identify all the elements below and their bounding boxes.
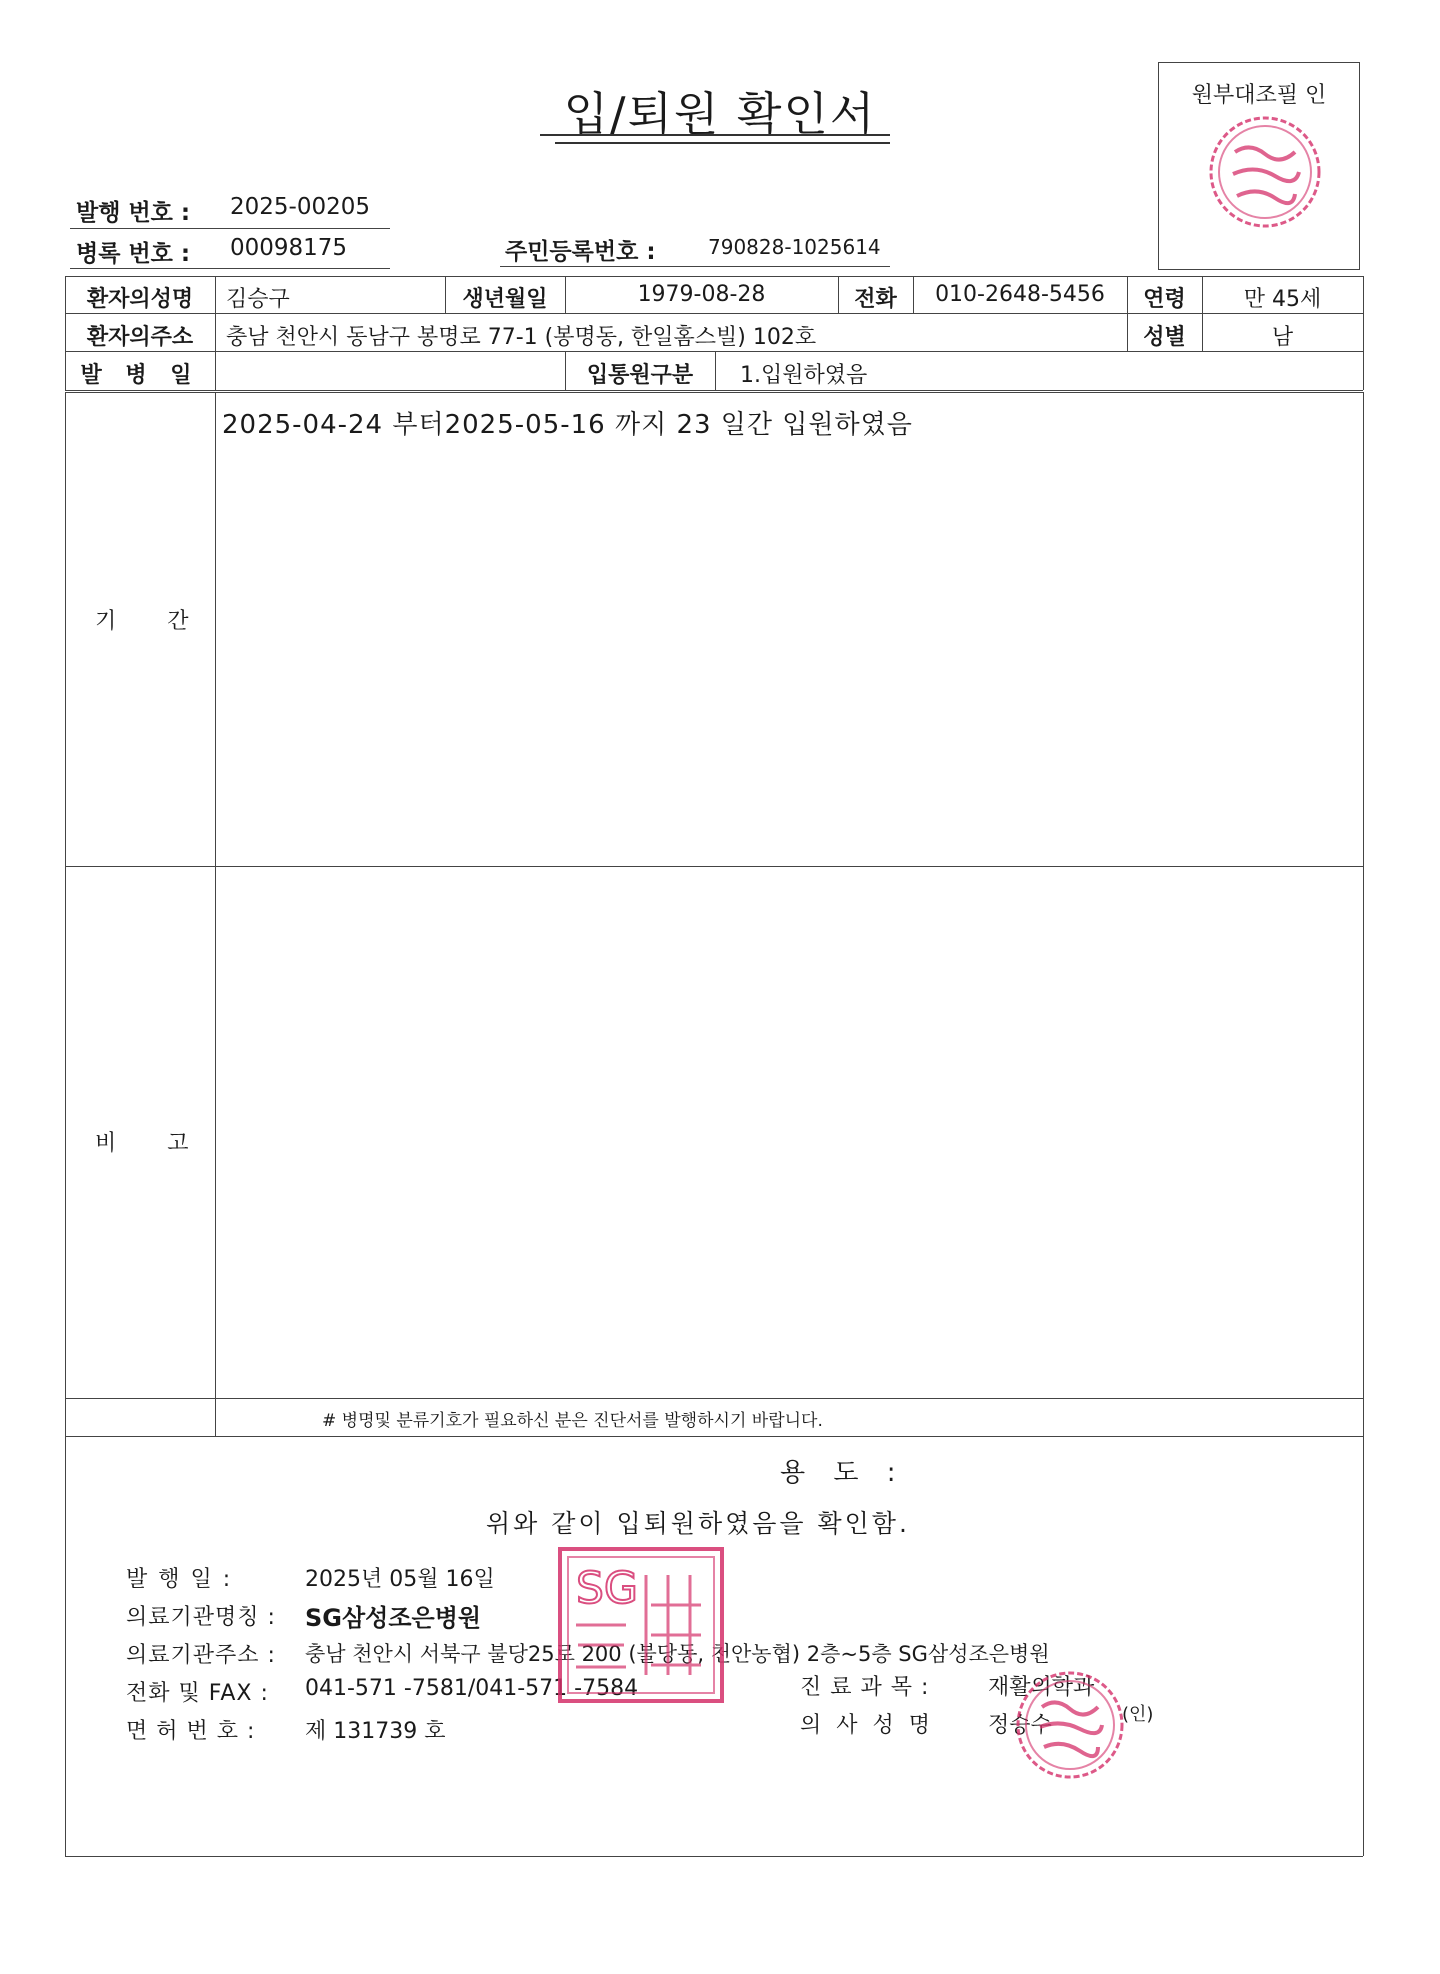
phone-fax: 041-571 -7581/041-571 -7584 bbox=[305, 1676, 639, 1701]
patient-name-label: 환자의성명 bbox=[86, 287, 194, 312]
grid-line bbox=[715, 351, 716, 390]
sex: 남 bbox=[1271, 325, 1294, 350]
institution-address: 충남 천안시 서북구 불당25로 200 (불당동, 천안농협) 2층~5층 SG삼성조은병원 bbox=[305, 1642, 1050, 1666]
title-underline-2 bbox=[555, 142, 890, 144]
grid-line bbox=[65, 351, 1363, 352]
age: 만 45세 bbox=[1243, 287, 1322, 312]
grid-line bbox=[65, 313, 1363, 314]
grid-line bbox=[65, 866, 1363, 867]
visit-type-label: 입통원구분 bbox=[586, 363, 694, 388]
hospital-seal-icon bbox=[556, 1545, 726, 1705]
grid-line bbox=[65, 1398, 1363, 1399]
issue-date-label: 발 행 일 : bbox=[126, 1567, 233, 1592]
divider bbox=[500, 266, 890, 267]
period-label: 기 간 bbox=[95, 609, 211, 634]
issue-date: 2025년 05월 16일 bbox=[305, 1567, 495, 1592]
grid-line bbox=[65, 392, 1363, 393]
issue-number-label: 발행 번호 : bbox=[76, 200, 191, 226]
institution-label: 의료기관명칭 : bbox=[126, 1605, 276, 1630]
institution-name: SG삼성조은병원 bbox=[305, 1604, 482, 1632]
verification-seal-icon bbox=[1205, 112, 1325, 232]
divider bbox=[70, 268, 390, 269]
doctor-name: 정승수 bbox=[988, 1713, 1052, 1738]
phone-number: 010-2648-5456 bbox=[935, 282, 1105, 307]
resident-number-label: 주민등록번호 : bbox=[505, 239, 656, 265]
record-number-label: 병록 번호 : bbox=[76, 241, 191, 267]
svg-text:SG: SG bbox=[576, 1563, 639, 1614]
department: 재활의학과 bbox=[988, 1675, 1095, 1700]
record-number: 00098175 bbox=[230, 235, 348, 261]
grid-line bbox=[215, 276, 216, 390]
confirmation-text: 위와 같이 입퇴원하였음을 확인함. bbox=[486, 1509, 910, 1538]
department-label: 진 료 과 목 : bbox=[800, 1675, 930, 1700]
grid-line bbox=[65, 392, 66, 1856]
resident-number: 790828-1025614 bbox=[708, 235, 881, 259]
doctor-label: 의 사 성 명 bbox=[800, 1713, 934, 1738]
remarks-label: 비 고 bbox=[95, 1131, 211, 1156]
birth-date: 1979-08-28 bbox=[637, 282, 766, 307]
phone-label: 전화 bbox=[854, 287, 897, 312]
patient-address-label: 환자의주소 bbox=[86, 325, 194, 350]
institution-address-label: 의료기관주소 : bbox=[126, 1643, 276, 1668]
birth-date-label: 생년월일 bbox=[462, 287, 548, 312]
grid-line bbox=[65, 390, 1363, 391]
age-label: 연령 bbox=[1143, 287, 1186, 312]
grid-line bbox=[1363, 392, 1364, 1856]
patient-name: 김승구 bbox=[226, 287, 290, 312]
phone-fax-label: 전화 및 FAX : bbox=[126, 1681, 269, 1706]
title-underline bbox=[540, 134, 890, 136]
visit-type: 1.입원하였음 bbox=[740, 363, 868, 388]
grid-line bbox=[65, 1436, 1363, 1437]
patient-address: 충남 천안시 동남구 봉명로 77-1 (봉명동, 한일홈스빌) 102호 bbox=[226, 325, 817, 350]
seal-mark: (인) bbox=[1122, 1704, 1154, 1725]
note-text: # 병명및 분류기호가 필요하신 분은 진단서를 발행하시기 바랍니다. bbox=[322, 1411, 823, 1431]
grid-line bbox=[215, 392, 216, 1436]
onset-date-label: 발 병 일 bbox=[80, 363, 200, 388]
document-title: 입/퇴원 확인서 bbox=[563, 87, 877, 141]
issue-number: 2025-00205 bbox=[230, 194, 370, 220]
period-text: 2025-04-24 부터2025-05-16 까지 23 일간 입원하였음 bbox=[222, 410, 913, 440]
grid-line bbox=[65, 276, 1363, 277]
usage-label: 용 도 : bbox=[780, 1458, 906, 1488]
grid-line bbox=[1363, 276, 1364, 390]
license-label: 면 허 번 호 : bbox=[126, 1719, 256, 1744]
doctor-seal-icon bbox=[1010, 1665, 1130, 1785]
divider bbox=[70, 228, 390, 229]
verification-stamp-label: 원부대조필 인 bbox=[1191, 83, 1327, 108]
grid-line bbox=[65, 1856, 1363, 1857]
license-number: 제 131739 호 bbox=[305, 1719, 446, 1744]
sex-label: 성별 bbox=[1143, 325, 1186, 350]
